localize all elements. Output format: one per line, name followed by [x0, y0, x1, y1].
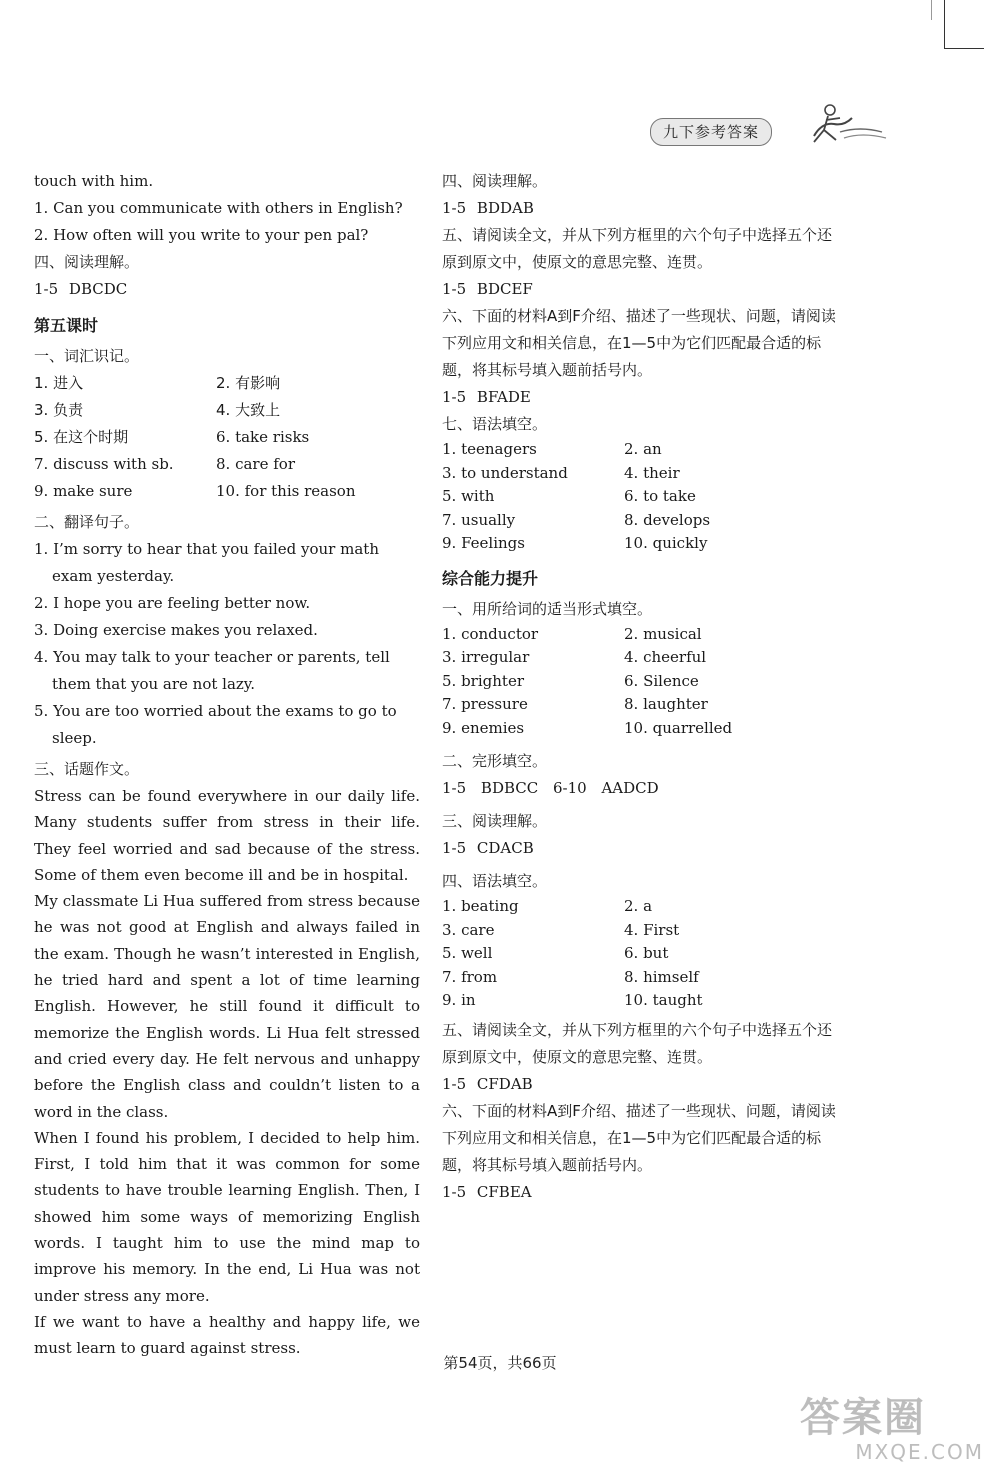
text-line: 1. Can you communicate with others in English?	[34, 199, 403, 217]
section-title: 四、阅读理解。	[34, 253, 140, 271]
answer-item: 4. 大致上	[216, 401, 281, 419]
text-line: 2. How often will you write to your pen pal?	[34, 226, 369, 244]
section-title: 四、语法填空。	[442, 872, 548, 890]
answer-item: 8. himself	[624, 967, 699, 986]
answer-line: 1-5 BFADE	[442, 388, 531, 406]
answer-line: 1-5 BDDAB	[442, 199, 534, 217]
answer-item: 1. 进入	[34, 374, 84, 392]
watermark-logo-text: 答案圈	[800, 1395, 926, 1441]
answer-item: 4. their	[624, 463, 680, 482]
watermark-url: MXQE.COM	[855, 1440, 984, 1464]
answer-grid	[442, 895, 842, 1013]
left-column	[34, 168, 420, 1362]
answer-item: 2. musical	[624, 624, 702, 643]
answer-item: 3. care	[442, 920, 495, 939]
answer-item: 4. First	[624, 920, 680, 939]
answer-item: 10. quickly	[624, 534, 708, 552]
section-title: 三、阅读理解。	[442, 812, 548, 830]
answer-item: 3. irregular	[442, 648, 530, 666]
essay-paragraph: Stress can be found everywhere in our daily life. Many students suffer from stress in their life. They feel worried and sad because of the stress. Some of them even become ill and be in hospital.	[34, 787, 420, 884]
answer-item: 8. develops	[624, 510, 711, 529]
answer-item: 2. 有影响	[216, 374, 281, 392]
answer-item: 3. 负责	[34, 401, 84, 419]
answer-item: 1. beating	[442, 897, 519, 915]
crop-mark	[944, 0, 945, 48]
translation-item: 2. I hope you are feeling better now.	[34, 594, 311, 612]
answer-grid	[442, 623, 842, 741]
answer-item: 8. care for	[216, 455, 295, 473]
answer-item: 3. to understand	[442, 463, 568, 482]
translation-item: 1. I’m sorry to hear that you failed your math exam yesterday.	[34, 540, 379, 585]
answer-item: 9. in	[442, 991, 476, 1009]
lesson-heading: 第五课时	[34, 316, 99, 335]
answer-item: 6. take risks	[216, 428, 310, 446]
page-header	[640, 102, 910, 150]
answer-item: 10. quarrelled	[624, 718, 733, 737]
answer-item: 2. an	[624, 440, 662, 458]
section-title: 六、下面的材料A到F介绍、描述了一些现状、问题，请阅读下列应用文和相关信息，在1—5中为它们匹配最合适的标题，将其标号填入题前括号内。	[442, 1101, 836, 1174]
answer-item: 5. with	[442, 487, 495, 505]
answer-item: 5. 在这个时期	[34, 428, 129, 446]
answer-line: 1-5 BDCEF	[442, 280, 533, 298]
answer-item: 7. discuss with sb.	[34, 455, 174, 473]
answer-item: 1. conductor	[442, 624, 539, 643]
answer-item: 7. pressure	[442, 695, 528, 713]
answer-item: 9. make sure	[34, 482, 133, 500]
section-title: 三、话题作文。	[34, 760, 140, 778]
section-title: 六、下面的材料A到F介绍、描述了一些现状、问题，请阅读下列应用文和相关信息，在1—5中为它们匹配最合适的标题，将其标号填入题前括号内。	[442, 307, 836, 379]
translation-item: 5. You are too worried about the exams to go to sleep.	[34, 702, 397, 747]
section-title: 五、请阅读全文，并从下列方框里的六个句子中选择五个还原到原文中，使原文的意思完整、连贯。	[442, 1020, 833, 1066]
answer-item: 6. Silence	[624, 671, 699, 690]
answer-item: 6. to take	[624, 487, 696, 505]
header-badge: 九下参考答案	[650, 118, 772, 146]
section-title: 五、请阅读全文，并从下列方框里的六个句子中选择五个还原到原文中，使原文的意思完整、连贯。	[442, 226, 833, 271]
section-title: 一、词汇识记。	[34, 347, 140, 365]
answer-item: 6. but	[624, 944, 669, 962]
essay-paragraph: If we want to have a healthy and happy life, we must learn to guard against stress.	[34, 1312, 420, 1358]
answer-line: 1-5 CDACB	[442, 839, 534, 857]
answer-item: 7. usually	[442, 510, 516, 529]
answer-item: 2. a	[624, 897, 653, 915]
answer-item: 4. cheerful	[624, 648, 707, 666]
page-number: 第54页，共66页	[443, 1354, 557, 1372]
essay-paragraph: My classmate Li Hua suffered from stress because he was not good at English and always failed in the exam. Though he wasn’t interested in English, he tried hard and spent a lot of time learning English. However, he still found it difficult to memorize the English words. Li Hua felt stressed and cried every day. He felt nervous and unhappy before the English class and couldn’t listen to a word in the class.	[34, 892, 420, 1121]
translation-item: 4. You may talk to your teacher or parents, tell them that you are not lazy.	[34, 648, 390, 693]
answer-item: 7. from	[442, 967, 498, 986]
answer-line: 1-5 BDBCC 6-10 AADCD	[442, 779, 659, 797]
section-title: 二、翻译句子。	[34, 513, 140, 531]
answer-line: 1-5 CFDAB	[442, 1074, 533, 1093]
answer-item: 9. enemies	[442, 718, 525, 737]
text-line: touch with him.	[34, 172, 154, 190]
essay	[34, 783, 420, 1362]
section-title: 四、阅读理解。	[442, 172, 548, 190]
watermark	[800, 1396, 990, 1468]
section-heading: 综合能力提升	[442, 568, 539, 588]
crop-mark	[944, 48, 984, 49]
answer-item: 10. for this reason	[216, 482, 356, 500]
essay-paragraph: When I found his problem, I decided to help him. First, I told him that it was common for some students to have trouble learning English. Then, I showed him some ways of memorizing English words. I taught him to use the mind map to improve his memory. In the end, Li Hua was not under stress any more.	[34, 1128, 420, 1305]
vocab-grid	[34, 370, 420, 505]
answer-item: 1. teenagers	[442, 440, 537, 458]
running-figure-logo	[800, 102, 900, 150]
section-title: 二、完形填空。	[442, 752, 548, 770]
answer-item: 9. Feelings	[442, 534, 525, 552]
section-title: 一、用所给词的适当形式填空。	[442, 599, 653, 618]
answer-grid	[442, 438, 842, 556]
answer-item: 8. laughter	[624, 695, 708, 713]
answer-line: 1-5 DBCDC	[34, 280, 128, 298]
crop-mark	[931, 0, 932, 20]
answer-line: 1-5 CFBEA	[442, 1182, 532, 1201]
answer-item: 5. well	[442, 944, 493, 962]
answer-item: 5. brighter	[442, 671, 524, 690]
right-column	[442, 168, 842, 1206]
translation-item: 3. Doing exercise makes you relaxed.	[34, 621, 318, 639]
answer-item: 10. taught	[624, 991, 703, 1009]
section-title: 七、语法填空。	[442, 415, 548, 433]
